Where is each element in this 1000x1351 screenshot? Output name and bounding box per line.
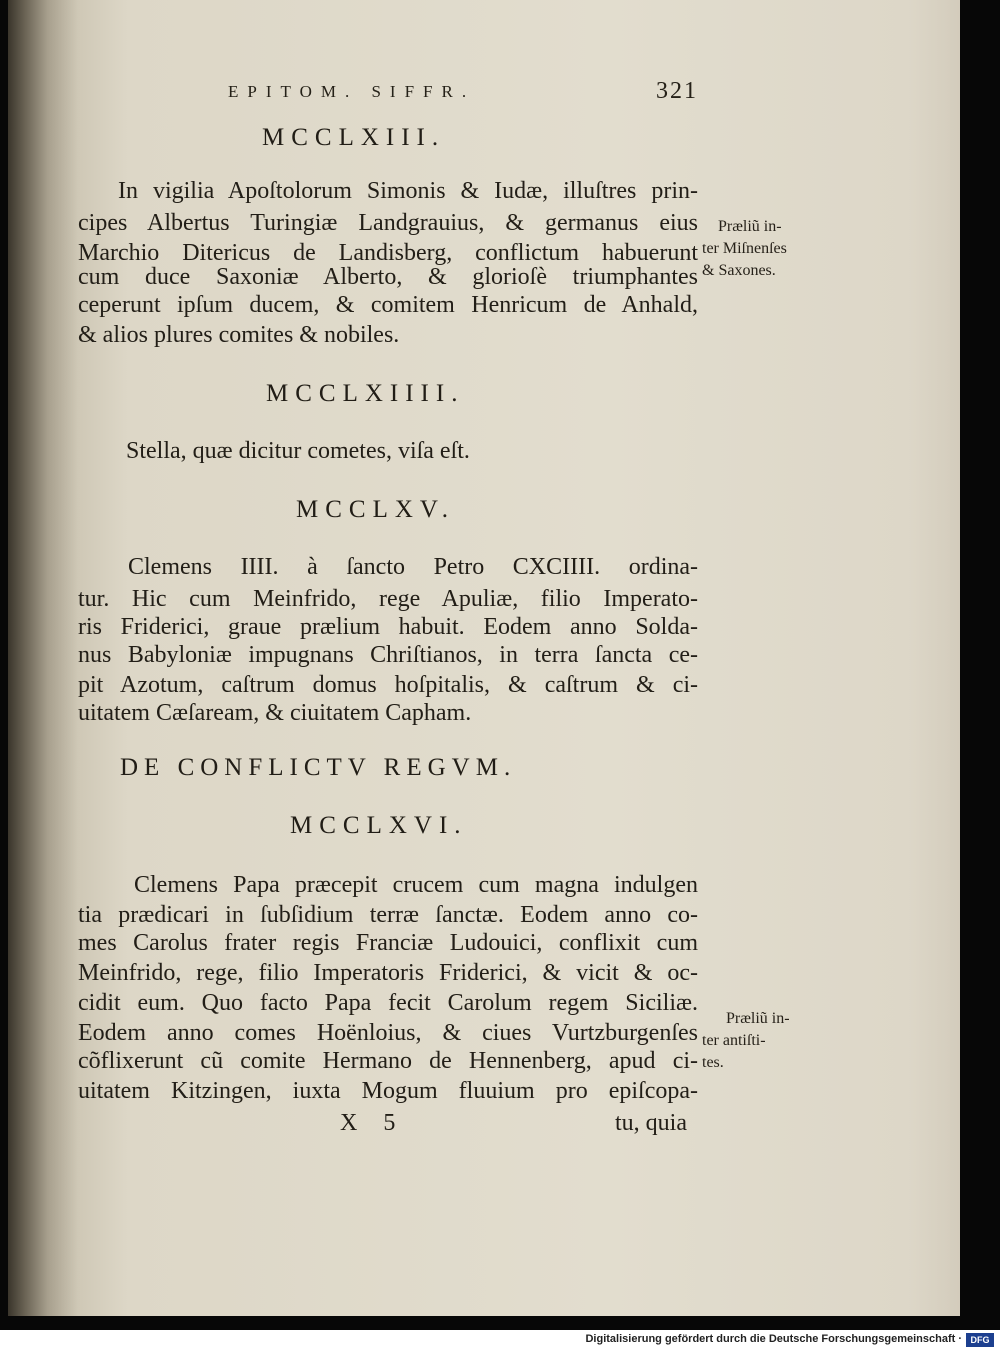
text-line: tur. Hic cum Meinfrido, rege Apuliæ, filio Imperato- <box>78 586 698 612</box>
year-heading: MCCLXIII. <box>262 124 446 151</box>
text-line: Clemens Papa præcepit crucem cum magna indulgen <box>134 872 698 898</box>
text-line: In vigilia Apoſtolorum Simonis & Iudæ, illuſtres prin- <box>118 178 698 204</box>
margin-note <box>702 216 822 282</box>
page-number: 321 <box>656 78 698 104</box>
text-line: Meinfrido, rege, filio Imperatoris Friderici, & vicit & oc- <box>78 960 698 986</box>
catchword: tu, quia <box>615 1110 687 1136</box>
text-line: Marchio Ditericus de Landisberg, conflictum habuerunt <box>78 240 698 266</box>
text-line: uitatem Cæſaream, & ciuitatem Capham. <box>78 700 472 726</box>
margin-note-line: ter antiſti- <box>702 1032 766 1049</box>
text-line: Stella, quæ dicitur cometes, viſa eſt. <box>126 438 470 464</box>
margin-note-line: Præliũ in- <box>718 218 782 235</box>
dfg-logo: DFG <box>966 1333 994 1347</box>
chapter-heading: DE CONFLICTV REGVM. <box>120 754 517 781</box>
text-line: ceperunt ipſum ducem, & comitem Henricum de Anhald, <box>78 292 698 318</box>
text-line: cum duce Saxoniæ Alberto, & glorioſè triumphantes <box>78 264 698 290</box>
digitization-footer <box>0 1330 1000 1351</box>
margin-note <box>702 1008 822 1074</box>
year-heading: MCCLXV. <box>296 496 455 523</box>
signature-mark: X 5 <box>340 1110 406 1136</box>
text-line: tia prædicari in ſubſidium terræ ſanctæ. Eodem anno co- <box>78 902 698 928</box>
year-heading: MCCLXIIII. <box>266 380 465 407</box>
text-line: cõflixerunt cũ comite Hermano de Hennenberg, apud ci- <box>78 1048 698 1074</box>
margin-note-line: Præliũ in- <box>726 1010 790 1027</box>
margin-note-line: tes. <box>702 1054 724 1071</box>
text-line: & alios plures comites & nobiles. <box>78 322 400 348</box>
text-line: Clemens IIII. à ſancto Petro CXCIIII. ordina- <box>128 554 698 580</box>
text-line: uitatem Kitzingen, iuxta Mogum fluuium pro epiſcopa- <box>78 1078 698 1104</box>
text-line: mes Carolus frater regis Franciæ Ludouici, conflixit cum <box>78 930 698 956</box>
text-line: ris Friderici, graue prælium habuit. Eodem anno Solda- <box>78 614 698 640</box>
text-line: pit Azotum, caſtrum domus hoſpitalis, & caſtrum & ci- <box>78 672 698 698</box>
year-heading: MCCLXVI. <box>290 812 468 839</box>
margin-note-line: & Saxones. <box>702 262 776 279</box>
text-line: cidit eum. Quo facto Papa fecit Carolum regem Siciliæ. <box>78 990 698 1016</box>
text-line: Eodem anno comes Hoënloius, & ciues Vurtzburgenſes <box>78 1020 698 1046</box>
funding-credit: Digitalisierung gefördert durch die Deutsche Forschungsgemeinschaft · <box>585 1333 962 1345</box>
page-header <box>228 78 698 108</box>
text-line: nus Babyloniæ impugnans Chriſtianos, in terra ſancta ce- <box>78 642 698 668</box>
margin-note-line: ter Miſnenſes <box>702 240 787 257</box>
running-title: EPITOM. SIFFR. <box>228 82 476 101</box>
text-line: cipes Albertus Turingiæ Landgrauius, & germanus eius <box>78 210 698 236</box>
